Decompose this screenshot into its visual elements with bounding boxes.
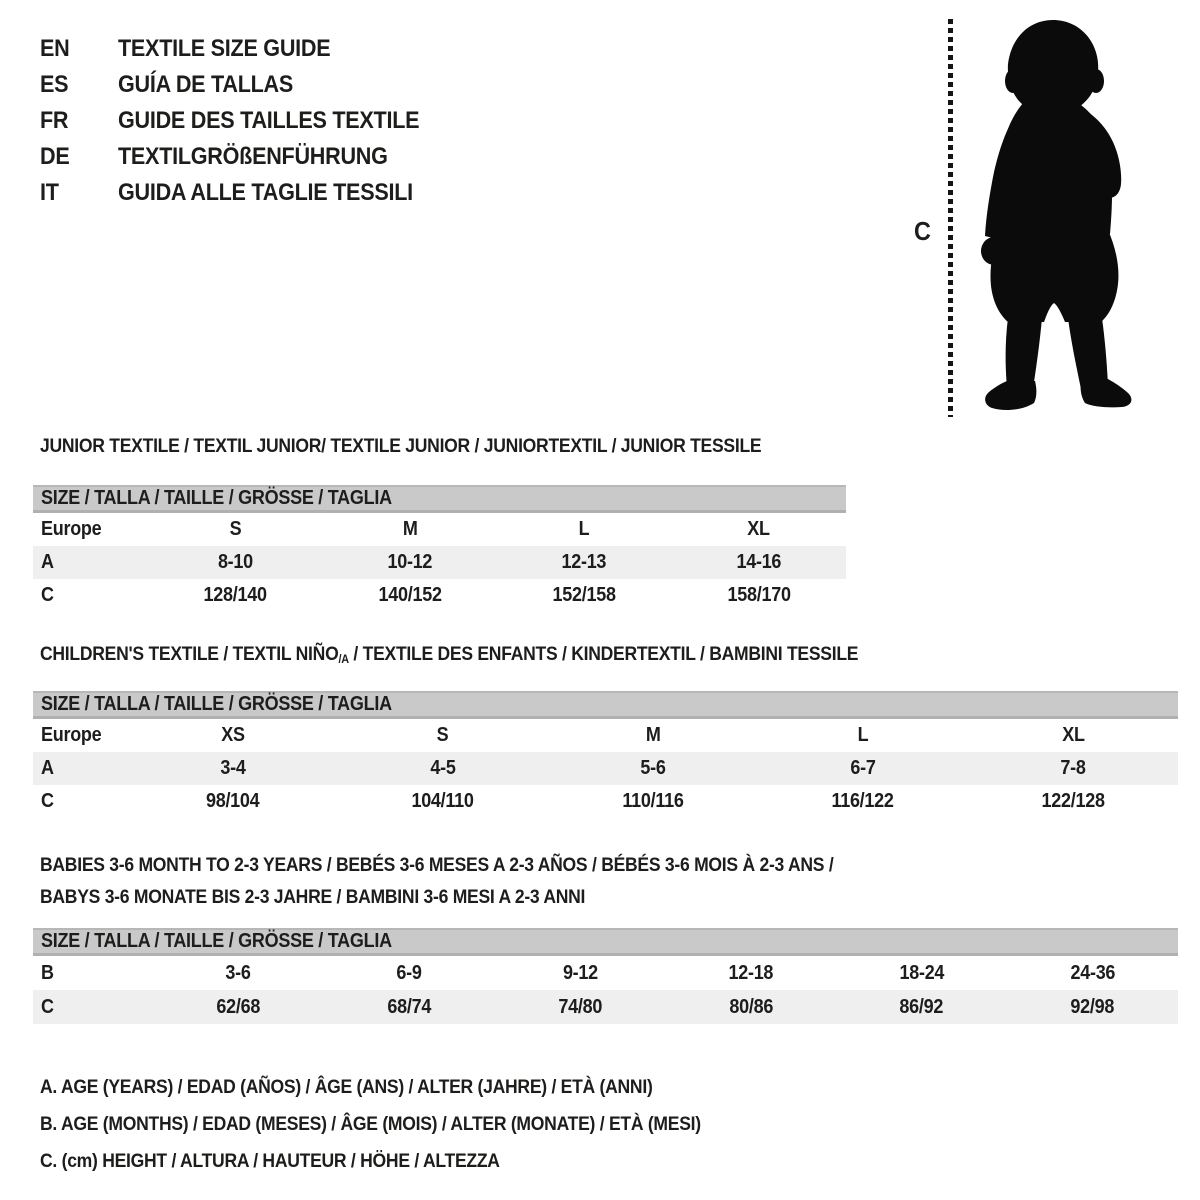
table-row [33, 719, 1178, 752]
size-header-bar [33, 691, 1178, 719]
height-cell: 122/128 [1041, 790, 1105, 812]
height-cell: 158/170 [727, 584, 791, 606]
size-header-label: SIZE / TALLA / TAILLE / GRÖSSE / TAGLIA [41, 487, 392, 509]
age-cell: 3-6 [225, 961, 252, 984]
table-row [33, 956, 1178, 990]
legend-line-a: A. AGE (YEARS) / EDAD (AÑOS) / ÂGE (ANS) / ALTER (JAHRE) / ETÀ (ANNI) [40, 1076, 653, 1098]
language-row [40, 67, 453, 103]
height-cell: 86/92 [899, 995, 944, 1018]
age-cell: 5-6 [640, 757, 666, 779]
language-row [40, 139, 453, 175]
age-cell: 12-18 [728, 961, 774, 984]
height-label-c: C [914, 216, 931, 246]
age-cell: 14-16 [736, 551, 782, 573]
table-row [33, 513, 846, 546]
height-cell: 152/158 [552, 584, 616, 606]
legend [40, 1069, 774, 1180]
legend-line-b: B. AGE (MONTHS) / EDAD (MESES) / ÂGE (MOIS) / ALTER (MONATE) / ETÀ (MESI) [40, 1113, 701, 1135]
language-row [40, 31, 453, 67]
table-row [33, 990, 1178, 1024]
children-size-table [33, 691, 1178, 818]
size-cell: XS [221, 724, 245, 746]
size-header-bar [33, 485, 846, 513]
language-row [40, 103, 453, 139]
height-dashed-line [948, 19, 953, 417]
age-cell: 18-24 [899, 961, 945, 984]
table-row [33, 752, 1178, 785]
nino-a-subscript: /A [338, 652, 349, 667]
age-cell: 3-4 [220, 757, 246, 779]
legend-line-c: C. (cm) HEIGHT / ALTURA / HAUTEUR / HÖHE / ALTEZZA [40, 1150, 500, 1172]
height-cell: 128/140 [203, 584, 267, 606]
age-cell: 6-9 [396, 961, 422, 984]
language-title: GUÍA DE TALLAS [118, 71, 294, 98]
size-header-label: SIZE / TALLA / TAILLE / GRÖSSE / TAGLIA [41, 693, 392, 715]
row-label: A [41, 551, 54, 573]
babies-title-line-2: BABYS 3-6 MONATE BIS 2-3 JAHRE / BAMBINI 3-6 MESI A 2-3 ANNI [40, 886, 586, 908]
size-cell: L [857, 724, 869, 746]
height-cell: 68/74 [387, 995, 432, 1018]
junior-section-title: JUNIOR TEXTILE / TEXTIL JUNIOR/ TEXTILE JUNIOR / JUNIORTEXTIL / JUNIOR TESSILE [40, 435, 762, 457]
age-cell: 9-12 [562, 961, 598, 984]
row-label: C [41, 584, 54, 606]
babies-section-title [40, 849, 922, 913]
toddler-silhouette [962, 14, 1144, 422]
height-cell: 80/86 [729, 995, 773, 1018]
table-row [33, 785, 1178, 818]
row-label: A [41, 757, 54, 779]
language-title: TEXTILGRÖßENFÜHRUNG [118, 143, 388, 170]
age-cell: 8-10 [217, 551, 253, 573]
size-header-bar [33, 928, 1178, 956]
age-cell: 24-36 [1070, 961, 1115, 984]
language-code: DE [40, 143, 70, 170]
size-cell: M [645, 724, 661, 746]
table-row [33, 546, 846, 579]
height-cell: 92/98 [1070, 995, 1115, 1018]
row-label: C [41, 790, 54, 812]
language-code: FR [40, 107, 69, 134]
age-cell: 7-8 [1060, 757, 1086, 779]
row-label: Europe [41, 518, 102, 540]
height-cell: 104/110 [411, 790, 475, 812]
height-cell: 116/122 [831, 790, 895, 812]
language-list [40, 31, 453, 211]
height-cell: 62/68 [216, 995, 261, 1018]
size-cell: S [437, 724, 449, 746]
size-cell: M [402, 518, 418, 540]
age-cell: 6-7 [850, 757, 876, 779]
row-label: C [41, 995, 54, 1018]
language-title: GUIDE DES TAILLES TEXTILE [118, 107, 420, 134]
height-cell: 98/104 [206, 790, 260, 812]
language-code: IT [40, 179, 59, 206]
size-cell: S [229, 518, 242, 540]
language-title: TEXTILE SIZE GUIDE [118, 35, 331, 62]
babies-size-table [33, 928, 1178, 1024]
size-cell: XL [1061, 724, 1085, 746]
age-cell: 4-5 [430, 757, 456, 779]
size-cell: L [578, 518, 590, 540]
language-code: EN [40, 35, 70, 62]
table-row [33, 579, 846, 612]
size-cell: XL [747, 518, 770, 540]
age-cell: 10-12 [387, 551, 433, 573]
language-title: GUIDA ALLE TAGLIE TESSILI [118, 179, 413, 206]
age-cell: 12-13 [561, 551, 607, 573]
junior-size-table [33, 485, 846, 612]
row-label: B [41, 961, 54, 984]
height-cell: 74/80 [558, 995, 602, 1018]
language-code: ES [40, 71, 69, 98]
language-row [40, 175, 453, 211]
row-label: Europe [41, 724, 102, 746]
height-cell: 110/116 [622, 790, 684, 812]
size-header-label: SIZE / TALLA / TAILLE / GRÖSSE / TAGLIA [41, 930, 392, 952]
height-cell: 140/152 [378, 584, 442, 606]
babies-title-line-1: BABIES 3-6 MONTH TO 2-3 YEARS / BEBÉS 3-6 MESES A 2-3 AÑOS / BÉBÉS 3-6 MOIS À 2-3 ANS / [40, 854, 834, 876]
children-section-title: CHILDREN'S TEXTILE / TEXTIL NIÑO/A / TEXTILE DES ENFANTS / KINDERTEXTIL / BAMBINI TESSILE [40, 643, 859, 667]
